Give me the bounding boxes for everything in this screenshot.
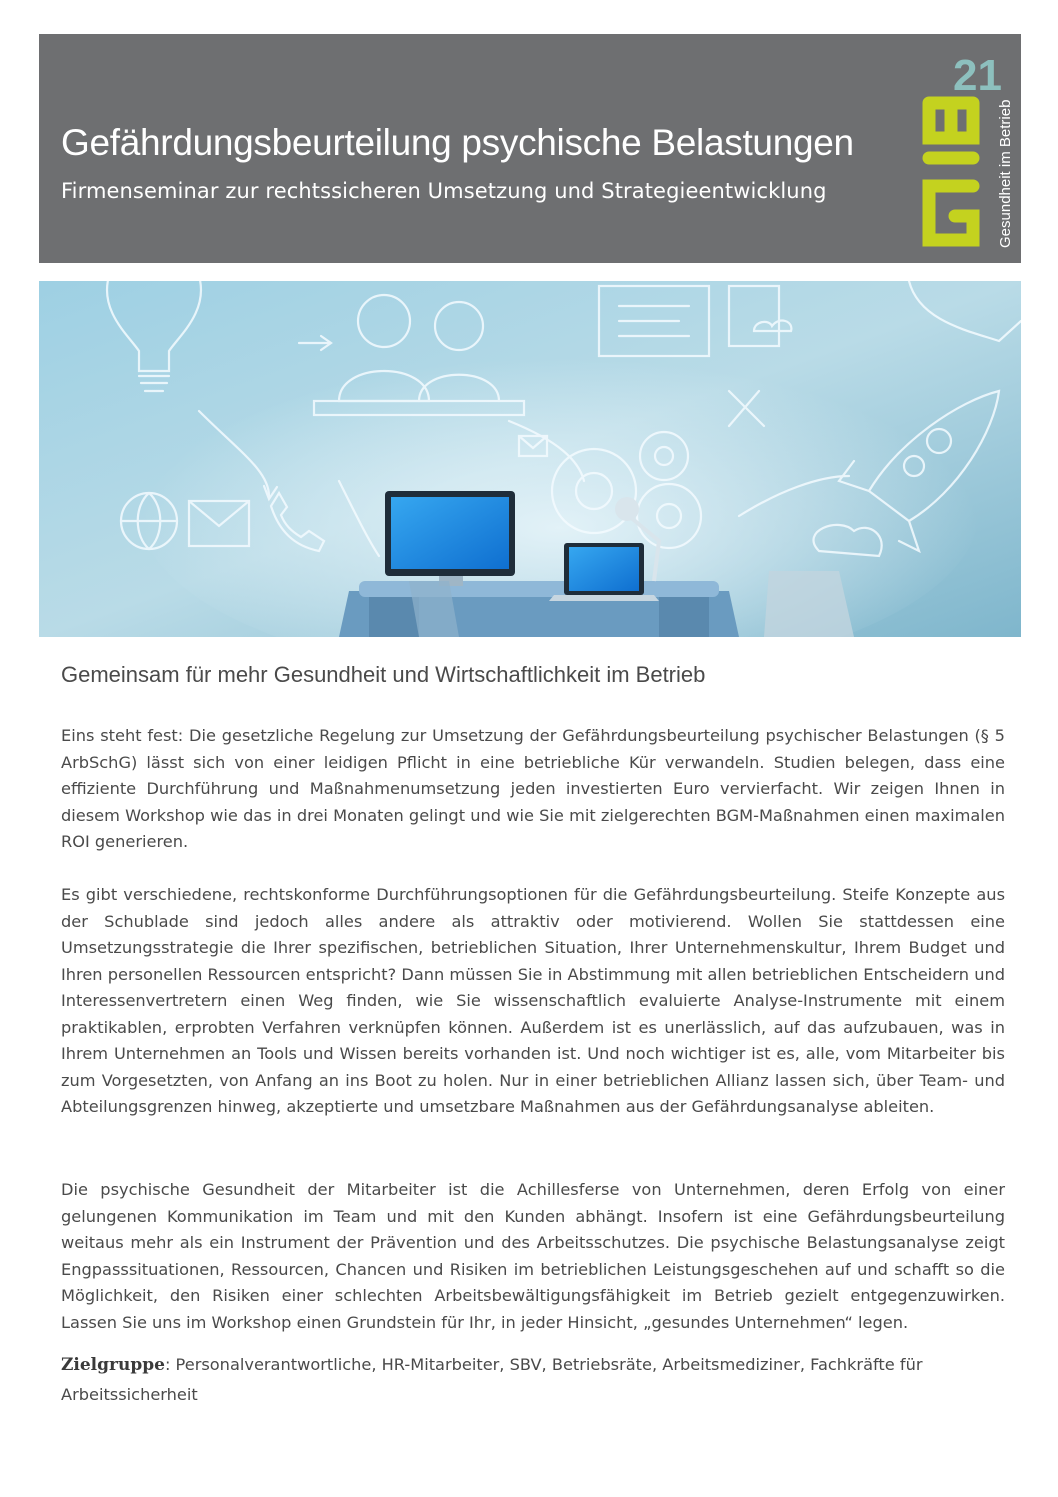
logo-number: 21 [953,51,1002,100]
body-paragraph: Es gibt verschiedene, rechtskonforme Durchführungsoptionen für die Gefährdungsbeurteilung. Steife Konzepte aus der Schublade sind jedoch alles andere als attraktiv oder motivierend. Wollen Sie stattdessen eine Umsetzungsstrategie die Ihrer spezifischen, betrieblichen Situation, Ihrer Unternehmenskultur, Ihrem Budget und Ihren personellen Ressourcen entspricht? Dann müssen Sie in Abstimmung mit allen betrieblichen Entscheidern und Interessenvertretern einen Weg finden, wie Sie wissenschaftlich evaluierte Analyse-Instrumente mit einem praktikablen, erprobten Verfahren verknüpfen können. Außerdem ist es unerlässlich, auf das aufzubauen, was in Ihrem Unternehmen an Tools und Wissen bereits vorhanden ist. Und noch wichtiger ist es, alle, vom Mitarbeiter bis zum Vorgesetzten, von Anfang an ins Boot zu holen. Nur in einer betrieblichen Allianz lassen sich, über Team- und Abteilungsgrenzen hinweg, akzeptierte und umsetzbare Maßnahmen aus der Gefährdungsanalyse ableiten. [61,885,1005,1116]
section-heading: Gemeinsam für mehr Gesundheit und Wirtschaftlichkeit im Betrieb [61,662,706,687]
header-banner [39,34,1021,263]
office-desk-doodles-image [39,281,1021,637]
target-group [61,1350,1005,1410]
gib21-logo [909,48,1014,254]
body-paragraph: Eins steht fest: Die gesetzliche Regelung zur Umsetzung der Gefährdungsbeurteilung psychischer Belastungen (§ 5 ArbSchG) lässt sich von einer leidigen Pflicht in eine betriebliche Kür verwandeln. Studien belegen, dass eine effiziente Durchführung und Maßnahmenumsetzung jeden investierten Euro vervierfacht. Wir zeigen Ihnen in diesem Workshop wie das in drei Monaten gelingt und wie Sie mit zielgerechten BGM-Maßnahmen einen maximalen ROI generieren. [61,726,1005,851]
target-group-text: Personalverantwortliche, HR-Mitarbeiter, SBV, Betriebsräte, Arbeitsmediziner, Fachkräfte für Arbeitssicherheit [61,1355,923,1404]
body-paragraph: Die psychische Gesundheit der Mitarbeiter ist die Achillesferse von Unternehmen, deren Erfolg von einer gelungenen Kommunikation im Team und mit den Kunden abhängt. Insofern ist eine Gefährdungsbeurteilung weitaus mehr als ein Instrument der Prävention und des Arbeitsschutzes. Die psychische Belastungsanalyse zeigt Engpasssituationen, Ressourcen, Chancen und Risiken im betrieblichen Leistungsgeschehen auf und schafft so die Möglichkeit, den Risiken einer schlechten Arbeitsbewältigungsfähigkeit im Betrieb gezielt entgegenzuwirken. Lassen Sie uns im Workshop einen Grundstein für Ihr, in jeder Hinsicht, „gesundes Unternehmen“ legen. [61,1180,1005,1332]
page-subtitle: Firmenseminar zur rechtssicheren Umsetzung und Strategieentwicklung [61,179,827,203]
logo-tagline: Gesundheit im Betrieb [997,99,1014,248]
target-group-label: Zielgruppe [61,1355,165,1375]
page-title: Gefährdungsbeurteilung psychische Belastungen [61,122,854,163]
hero-image [39,281,1021,637]
target-group-separator: : [164,1355,176,1374]
